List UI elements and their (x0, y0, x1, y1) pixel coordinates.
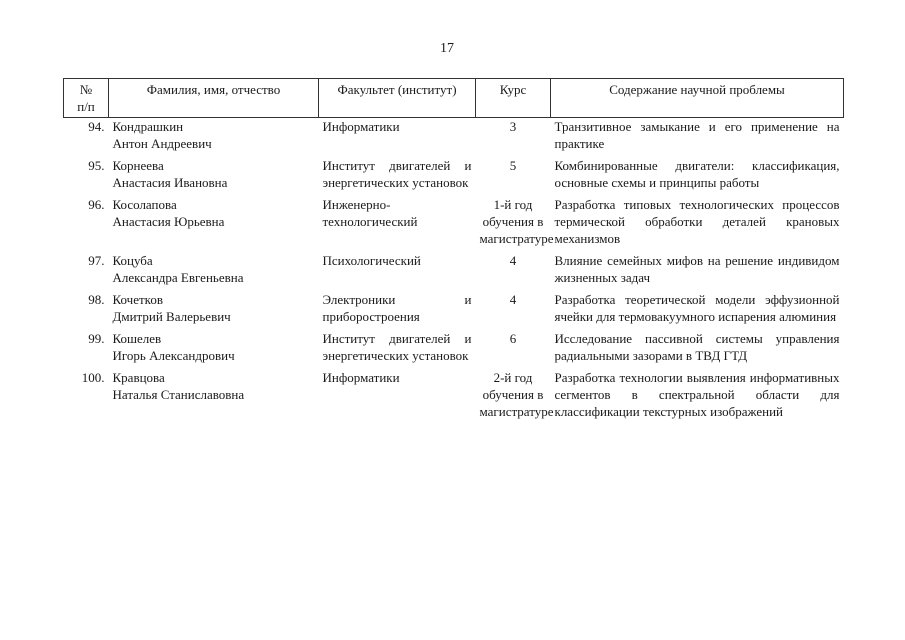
page-number: 17 (440, 41, 454, 56)
row-faculty: Информатики (322, 119, 400, 134)
row-number: 97. (88, 253, 105, 268)
row-surname: Кондрашкин (112, 119, 184, 134)
row-course: 4 (509, 292, 517, 307)
row-full-name (109, 369, 319, 425)
header-topic: Содержание научной проблемы (551, 79, 844, 118)
header-faculty: Факультет (институт) (319, 79, 476, 118)
row-given-names: Александра Евгеньевна (112, 270, 244, 285)
row-number: 100. (81, 370, 105, 385)
row-topic: Транзитивное замыкание и его применение на практике (554, 119, 840, 151)
row-surname: Косолапова (112, 197, 177, 212)
header-number-line1: № (79, 82, 93, 97)
row-full-name (109, 252, 319, 291)
row-topic: Разработка типовых технологических процессов термической обработки деталей крановых механизмов (554, 197, 840, 246)
row-given-names: Игорь Александрович (112, 348, 235, 363)
row-topic: Разработка теоретической модели эффузионной ячейки для термовакуумного испарения алюминия (554, 292, 840, 324)
row-faculty: Психологический (322, 253, 421, 268)
row-topic: Влияние семейных мифов на решение индивидом жизненных задач (554, 253, 840, 285)
students-table (63, 78, 844, 425)
row-course: 2-й год обучения в магистратуре (479, 370, 554, 419)
table-body (64, 118, 844, 426)
row-surname: Коцуба (112, 253, 153, 268)
table-row (64, 291, 844, 330)
row-number: 94. (88, 119, 105, 134)
row-course: 4 (509, 253, 517, 268)
row-surname: Кочетков (112, 292, 163, 307)
row-number: 99. (88, 331, 105, 346)
row-faculty: Инженерно-технологический (322, 197, 418, 229)
row-topic: Исследование пассивной системы управления радиальными зазорами в ТВД ГТД (554, 331, 840, 363)
header-name: Фамилия, имя, отчество (109, 79, 319, 118)
row-course: 5 (509, 158, 517, 173)
header-number (64, 79, 109, 118)
row-full-name (109, 330, 319, 369)
table-row (64, 330, 844, 369)
row-given-names: Анастасия Ивановна (112, 175, 228, 190)
row-full-name (109, 157, 319, 196)
header-course: Курс (476, 79, 551, 118)
row-surname: Кравцова (112, 370, 165, 385)
table-row (64, 369, 844, 425)
row-topic: Комбинированные двигатели: классификация, основные схемы и принципы работы (554, 158, 840, 190)
row-topic: Разработка технологии выявления информативных сегментов в спектральной области для классификации текстурных изображений (554, 370, 840, 419)
row-number: 98. (88, 292, 105, 307)
table-row (64, 252, 844, 291)
row-surname: Кошелев (112, 331, 162, 346)
header-number-line2: п/п (77, 99, 95, 114)
row-faculty: Институт двигателей и энергетических установок (322, 331, 472, 363)
row-given-names: Наталья Станиславовна (112, 387, 245, 402)
row-full-name (109, 118, 319, 158)
table-row (64, 157, 844, 196)
row-course: 3 (509, 119, 517, 134)
table-row (64, 118, 844, 158)
row-number: 96. (88, 197, 105, 212)
row-course: 1-й год обучения в магистратуре (479, 197, 554, 246)
row-course: 6 (509, 331, 517, 346)
row-given-names: Дмитрий Валерьевич (112, 309, 231, 324)
row-faculty: Электроники и приборостроения (322, 292, 472, 324)
row-number: 95. (88, 158, 105, 173)
row-full-name (109, 196, 319, 252)
table-row (64, 196, 844, 252)
row-surname: Корнеева (112, 158, 164, 173)
row-faculty: Информатики (322, 370, 400, 385)
row-faculty: Институт двигателей и энергетических установок (322, 158, 472, 190)
row-given-names: Антон Андреевич (112, 136, 212, 151)
row-given-names: Анастасия Юрьевна (112, 214, 225, 229)
row-full-name (109, 291, 319, 330)
table-header-row (64, 79, 844, 118)
